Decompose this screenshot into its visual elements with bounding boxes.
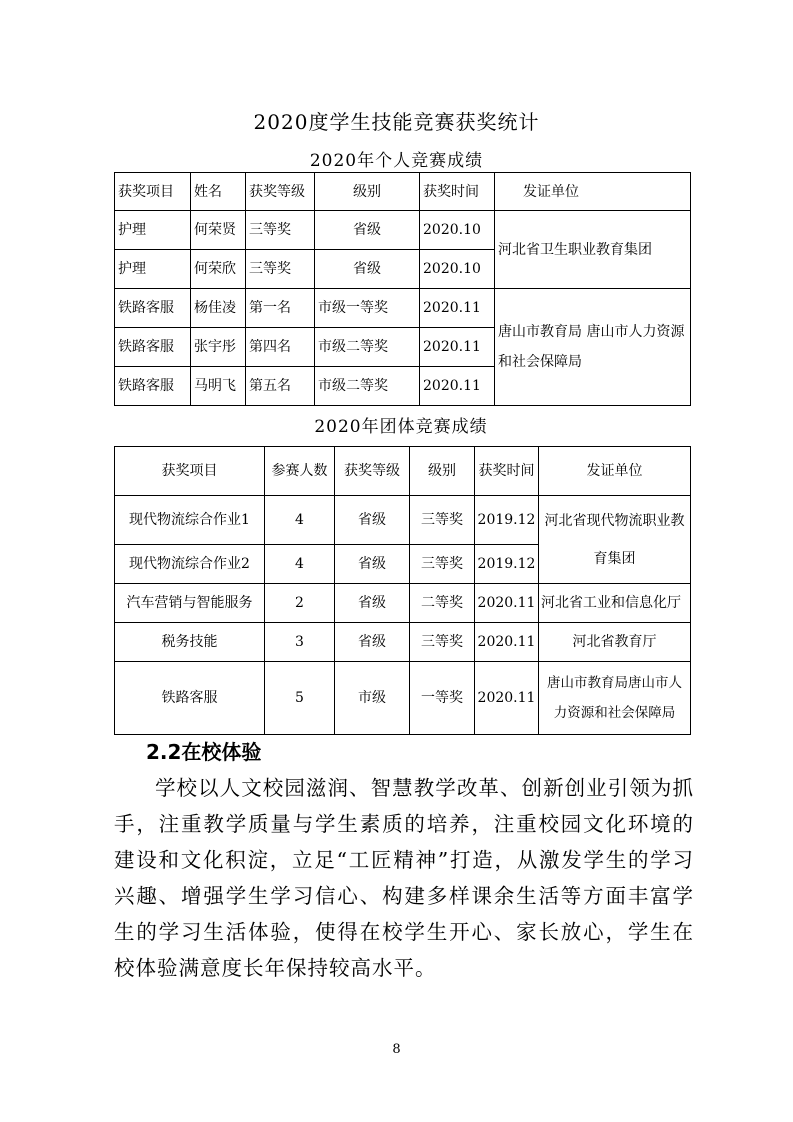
team-results-table [114,446,691,735]
cell-time: 2020.10 [420,211,495,250]
cell-award: 省级 [335,545,410,584]
cell-count: 3 [265,623,335,662]
document-title: 2020度学生技能竞赛获奖统计 [253,110,540,134]
header-cell: 姓名 [191,173,246,211]
table-row [115,211,691,250]
cell-level: 省级 [315,250,420,289]
cell-award: 市级 [335,662,410,735]
cell-time: 2020.11 [420,328,495,367]
cell-name: 何荣贤 [191,211,246,250]
cell-award: 省级 [335,623,410,662]
cell-time: 2019.12 [475,545,539,584]
header-cell: 级别 [315,173,420,211]
header-cell: 发证单位 [539,447,691,496]
cell-issuer: 河北省卫生职业教育集团 [495,211,691,289]
cell-name: 杨佳凌 [191,289,246,328]
cell-project: 铁路客服 [115,367,191,406]
cell-name: 马明飞 [191,367,246,406]
header-cell: 获奖等级 [335,447,410,496]
cell-award: 第四名 [246,328,315,367]
cell-level: 三等奖 [410,496,475,545]
cell-issuer: 河北省教育厅 [539,623,691,662]
cell-level: 三等奖 [410,545,475,584]
body-paragraph: 学校以人文校园滋润、智慧教学改革、创新创业引领为抓手，注重教学质量与学生素质的培养，注重校园文化环境的建设和文化积淀，立足“工匠精神”打造，从激发学生的学习兴趣、增强学生学习信心、构建多样课余生活等方面丰富学生的学习生活体验，使得在校学生开心、家长放心，学生在校体验满意度长年保持较高水平。 [114,776,694,980]
cell-issuer: 唐山市教育局唐山市人力资源和社会保障局 [539,662,691,735]
cell-time: 2019.12 [475,496,539,545]
individual-results-table [114,172,691,406]
cell-project: 现代物流综合作业2 [115,545,265,584]
cell-award: 三等奖 [246,211,315,250]
table-row [115,584,691,623]
cell-time: 2020.11 [475,662,539,735]
cell-award: 三等奖 [246,250,315,289]
header-cell: 参赛人数 [265,447,335,496]
cell-award: 第五名 [246,367,315,406]
cell-award: 第一名 [246,289,315,328]
cell-award: 省级 [335,584,410,623]
table-row [115,662,691,735]
header-cell: 获奖项目 [115,447,265,496]
cell-project: 现代物流综合作业1 [115,496,265,545]
table-row [115,289,691,328]
section-heading: 2.2在校体验 [146,740,262,764]
header-cell: 级别 [410,447,475,496]
table-row [115,623,691,662]
cell-time: 2020.11 [475,584,539,623]
cell-issuer: 河北省工业和信息化厅 [539,584,691,623]
cell-name: 何荣欣 [191,250,246,289]
header-cell: 获奖时间 [475,447,539,496]
header-cell: 获奖时间 [420,173,495,211]
cell-time: 2020.11 [420,367,495,406]
cell-project: 税务技能 [115,623,265,662]
cell-level: 二等奖 [410,584,475,623]
cell-issuer: 河北省现代物流职业教育集团 [539,496,691,584]
cell-time: 2020.10 [420,250,495,289]
cell-level: 省级 [315,211,420,250]
header-cell: 发证单位 [495,173,691,211]
cell-issuer: 唐山市教育局 唐山市人力资源和社会保障局 [495,289,691,406]
header-cell: 获奖项目 [115,173,191,211]
cell-count: 4 [265,545,335,584]
cell-time: 2020.11 [475,623,539,662]
cell-level: 市级二等奖 [315,367,420,406]
cell-project: 护理 [115,211,191,250]
individual-table-title: 2020年个人竞赛成绩 [309,151,484,171]
table-row [115,496,691,545]
cell-level: 市级二等奖 [315,328,420,367]
cell-project: 汽车营销与智能服务 [115,584,265,623]
cell-project: 铁路客服 [115,289,191,328]
cell-level: 一等奖 [410,662,475,735]
cell-level: 三等奖 [410,623,475,662]
cell-level: 市级一等奖 [315,289,420,328]
cell-name: 张宇彤 [191,328,246,367]
cell-project: 铁路客服 [115,328,191,367]
cell-count: 5 [265,662,335,735]
table-header-row [115,173,691,211]
table-header-row [115,447,691,496]
cell-project: 护理 [115,250,191,289]
cell-count: 2 [265,584,335,623]
cell-award: 省级 [335,496,410,545]
page-number: 8 [392,1042,401,1057]
team-table-title: 2020年团体竞赛成绩 [314,417,488,437]
header-cell: 获奖等级 [246,173,315,211]
cell-time: 2020.11 [420,289,495,328]
cell-count: 4 [265,496,335,545]
cell-project: 铁路客服 [115,662,265,735]
